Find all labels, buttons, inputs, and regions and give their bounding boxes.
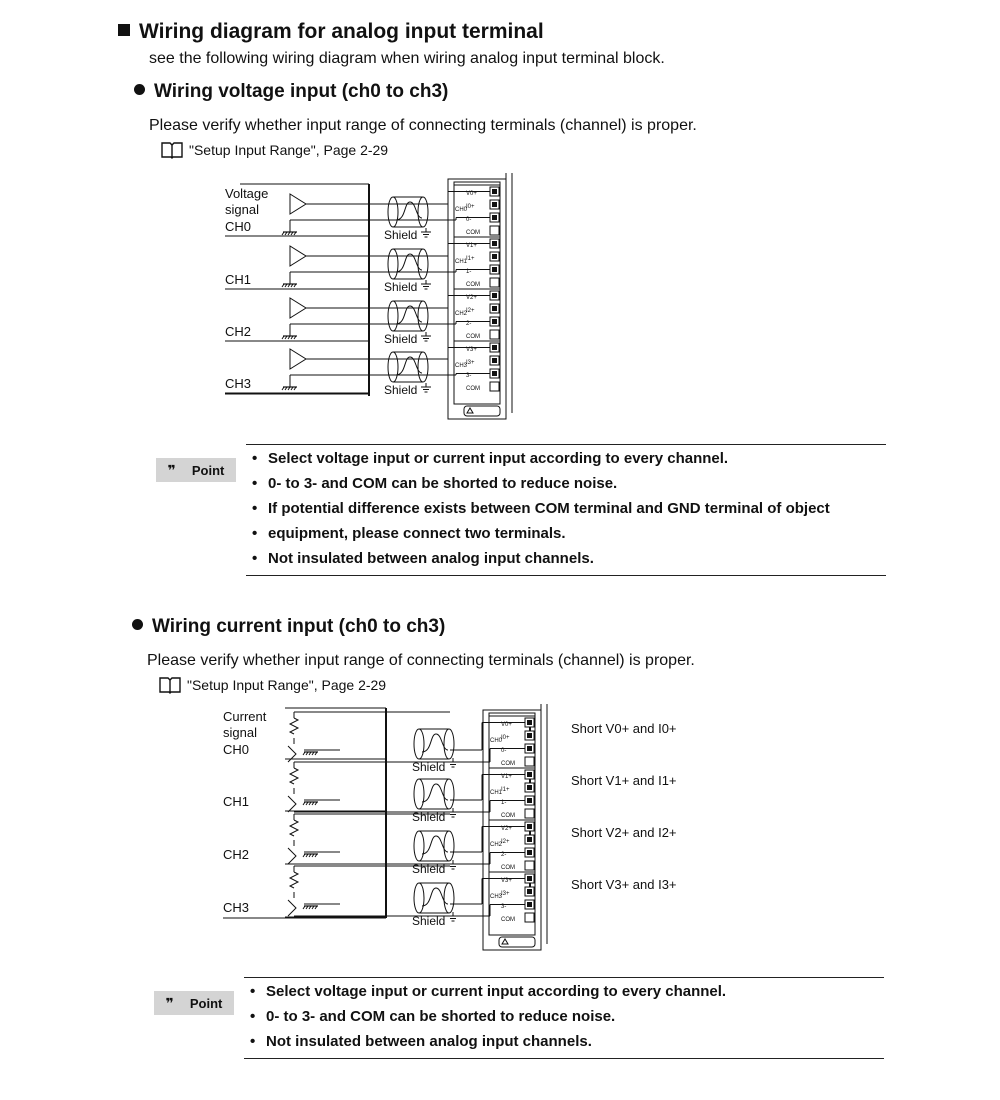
voltage-heading-text: Wiring voltage input (ch0 to ch3) — [154, 81, 449, 102]
bullet-icon — [134, 84, 145, 95]
voltage-note-4: • Not insulated between analog input channels. — [246, 546, 886, 571]
terminal-screw-head — [492, 202, 497, 207]
terminal-screw-head — [492, 189, 497, 194]
pencil-icon: ❞ — [167, 461, 176, 478]
terminal-group-label: CH1 — [455, 259, 468, 265]
terminal-screw — [525, 809, 534, 818]
current-note-1: • Select voltage input or current input according to every channel. — [244, 979, 884, 1004]
cable-shield-left — [414, 883, 424, 913]
voltage-channel-label: CH1 — [225, 272, 252, 287]
terminal-pin-label: V3+ — [466, 346, 477, 353]
cable-shield-right — [418, 301, 428, 331]
terminal-pin-label: V2+ — [466, 294, 477, 301]
current-signal-label — [223, 709, 267, 740]
shielded-cable — [414, 729, 454, 759]
cable-shield-left — [388, 301, 398, 331]
terminal-screw — [490, 330, 499, 339]
terminal-latch — [464, 406, 500, 416]
voltage-source-icon — [290, 246, 306, 266]
warning-icon — [467, 408, 473, 413]
terminal-group-label: CH3 — [490, 894, 503, 900]
terminal-group-label: CH2 — [455, 311, 468, 317]
shield-label: Shield — [412, 810, 446, 824]
shield-label: Shield — [412, 760, 446, 774]
terminal-pin-label: V1+ — [466, 242, 477, 249]
cable-shield-left — [414, 831, 424, 861]
shielded-cable — [414, 779, 454, 809]
voltage-wiring-diagram — [200, 170, 560, 422]
terminal-pin-label: 0- — [501, 747, 507, 754]
frame-ground-symbol — [303, 802, 318, 805]
terminal-screw-head — [527, 876, 532, 881]
terminal-pin-label: COM — [466, 281, 480, 288]
terminal-screw — [490, 382, 499, 391]
ground-symbol — [421, 383, 431, 392]
shielded-cable — [414, 883, 454, 913]
terminal-pin-label: I0+ — [466, 203, 475, 210]
cable-shield-right — [418, 249, 428, 279]
voltage-point-label: Point — [191, 462, 225, 478]
terminal-screw-head — [492, 241, 497, 246]
book-icon — [161, 141, 183, 159]
resistor-icon — [290, 768, 298, 784]
voltage-ref-text: "Setup Input Range", Page 2-29 — [189, 142, 389, 158]
resistor-icon — [290, 718, 298, 734]
terminal-screw-head — [492, 371, 497, 376]
signal-source-box-edge — [385, 708, 387, 918]
terminal-pin-label: 0- — [466, 216, 472, 223]
voltage-channel-label: CH3 — [225, 376, 252, 391]
terminal-group-label: CH2 — [490, 842, 503, 848]
voltage-note-1: • Select voltage input or current input according to every channel. — [246, 446, 886, 471]
current-source-icon — [288, 796, 296, 812]
frame-ground-symbol — [282, 387, 297, 390]
terminal-screw-head — [527, 824, 532, 829]
terminal-pin-label: V2+ — [501, 825, 512, 832]
terminal-group-label: CH0 — [490, 738, 503, 744]
frame-ground-symbol — [303, 752, 318, 755]
terminal-pin-label: COM — [466, 229, 480, 236]
terminal-latch — [499, 937, 535, 947]
current-ref-text: "Setup Input Range", Page 2-29 — [187, 677, 387, 693]
cable-shield-left — [414, 729, 424, 759]
terminal-pin-label: V0+ — [466, 190, 477, 197]
terminal-screw-head — [492, 358, 497, 363]
terminal-pin-label: COM — [466, 385, 480, 392]
cable-shield-right — [418, 197, 428, 227]
shielded-cable — [414, 831, 454, 861]
terminal-group-label: CH0 — [455, 207, 468, 213]
terminal-screw-head — [492, 306, 497, 311]
short-label: Short V3+ and I3+ — [571, 877, 677, 892]
current-note-2: • 0- to 3- and COM can be shorted to reduce noise. — [244, 1004, 884, 1029]
terminal-screw-head — [492, 345, 497, 350]
terminal-screw-head — [492, 267, 497, 272]
cable-shield-left — [388, 249, 398, 279]
shield-label: Shield — [412, 862, 446, 876]
terminal-pin-label: V1+ — [501, 773, 512, 780]
voltage-signal-label-line1: Voltage — [225, 186, 269, 201]
terminal-pin-label: I0+ — [501, 734, 510, 741]
terminal-pin-label: I1+ — [501, 786, 510, 793]
current-ref-link[interactable] — [159, 676, 386, 694]
terminal-screw-head — [492, 319, 497, 324]
terminal-screw-head — [527, 785, 532, 790]
shield-label: Shield — [384, 228, 418, 242]
voltage-heading — [134, 81, 448, 103]
current-heading-text: Wiring current input (ch0 to ch3) — [152, 616, 446, 637]
terminal-screw-head — [492, 215, 497, 220]
cable-shield-left — [414, 779, 424, 809]
terminal-pin-label: I2+ — [501, 838, 510, 845]
current-wiring-diagram — [200, 700, 700, 958]
cable-shield-left — [388, 352, 398, 382]
ground-symbol — [421, 280, 431, 289]
terminal-group-label: CH1 — [490, 790, 503, 796]
pencil-icon: ❞ — [165, 994, 174, 1011]
terminal-screw — [525, 913, 534, 922]
voltage-channel-label: CH2 — [225, 324, 252, 339]
terminal-pin-label: COM — [501, 812, 515, 819]
terminal-pin-label: 3- — [501, 903, 507, 910]
square-bullet-icon — [118, 24, 130, 36]
terminal-pin-label: I3+ — [466, 359, 475, 366]
short-label: Short V0+ and I0+ — [571, 721, 677, 736]
terminal-pin-label: I2+ — [466, 307, 475, 314]
frame-ground-symbol — [282, 284, 297, 287]
book-icon — [159, 676, 181, 694]
terminal-pin-label: 1- — [501, 799, 507, 806]
current-channel-label: CH2 — [223, 847, 250, 862]
terminal-pin-label: COM — [501, 760, 515, 767]
terminal-screw-head — [527, 798, 532, 803]
terminal-pin-label: 2- — [466, 320, 472, 327]
section-title-text: Wiring diagram for analog input terminal — [139, 20, 544, 43]
terminal-screw-head — [527, 772, 532, 777]
current-channel-label: CH0 — [223, 742, 250, 757]
voltage-signal-label — [225, 186, 268, 217]
terminal-screw-head — [527, 837, 532, 842]
short-label: Short V2+ and I2+ — [571, 825, 677, 840]
current-point-label: Point — [189, 995, 223, 1011]
voltage-note-2: • 0- to 3- and COM can be shorted to reduce noise. — [246, 471, 886, 496]
section-title — [118, 20, 544, 44]
voltage-source-icon — [290, 194, 306, 214]
current-source-icon — [288, 746, 296, 762]
current-note-3: • Not insulated between analog input channels. — [244, 1029, 884, 1054]
terminal-screw-head — [492, 254, 497, 259]
current-signal-label-line2: signal — [223, 725, 257, 740]
terminal-group-label: CH3 — [455, 363, 468, 369]
terminal-screw-head — [527, 720, 532, 725]
terminal-pin-label: 2- — [501, 851, 507, 858]
voltage-channel-label: CH0 — [225, 219, 252, 234]
voltage-note-3: • If potential difference exists between COM terminal and GND terminal of object — [246, 496, 886, 521]
bullet-icon — [132, 619, 143, 630]
cable-shield-left — [388, 197, 398, 227]
shield-label: Shield — [384, 383, 418, 397]
terminal-pin-label: I3+ — [501, 890, 510, 897]
cable-shield-right — [444, 831, 454, 861]
shield-label: Shield — [384, 332, 418, 346]
terminal-pin-label: COM — [501, 864, 515, 871]
shielded-cable — [388, 249, 428, 279]
current-channel-label: CH1 — [223, 794, 250, 809]
shielded-cable — [388, 301, 428, 331]
terminal-pin-label: COM — [466, 333, 480, 340]
terminal-pin-label: COM — [501, 916, 515, 923]
resistor-icon — [290, 820, 298, 836]
terminal-screw — [490, 226, 499, 235]
terminal-screw-head — [527, 733, 532, 738]
terminal-pin-label: I1+ — [466, 255, 475, 262]
current-signal-label-line1: Current — [223, 709, 267, 724]
current-source-icon — [288, 900, 296, 916]
terminal-screw — [490, 278, 499, 287]
short-label: Short V1+ and I1+ — [571, 773, 677, 788]
terminal-screw-head — [492, 293, 497, 298]
cable-shield-right — [418, 352, 428, 382]
resistor-icon — [290, 872, 298, 888]
ground-symbol — [421, 228, 431, 237]
warning-icon — [502, 939, 508, 944]
terminal-screw-head — [527, 850, 532, 855]
current-point-badge — [154, 991, 234, 1015]
terminal-screw — [525, 861, 534, 870]
current-verify-text: Please verify whether input range of connecting terminals (channel) is proper. — [147, 652, 695, 669]
voltage-point-badge — [156, 458, 236, 482]
current-heading — [132, 616, 445, 638]
cable-shield-right — [444, 779, 454, 809]
frame-ground-symbol — [282, 232, 297, 235]
terminal-pin-label: V3+ — [501, 877, 512, 884]
terminal-screw-head — [527, 889, 532, 894]
ground-symbol — [421, 332, 431, 341]
voltage-signal-label-line2: signal — [225, 202, 259, 217]
frame-ground-symbol — [282, 336, 297, 339]
terminal-pin-label: V0+ — [501, 721, 512, 728]
voltage-ref-link[interactable] — [161, 141, 388, 159]
terminal-screw-head — [527, 746, 532, 751]
current-source-icon — [288, 848, 296, 864]
shielded-cable — [388, 352, 428, 382]
voltage-source-icon — [290, 298, 306, 318]
voltage-note-3-cont: • equipment, please connect two terminals. — [246, 521, 886, 546]
voltage-notes — [246, 444, 886, 576]
shield-label: Shield — [384, 280, 418, 294]
frame-ground-symbol — [303, 906, 318, 909]
terminal-screw — [525, 757, 534, 766]
current-channel-label: CH3 — [223, 900, 250, 915]
terminal-pin-label: 3- — [466, 372, 472, 379]
terminal-pin-label: 1- — [466, 268, 472, 275]
voltage-verify-text: Please verify whether input range of connecting terminals (channel) is proper. — [149, 117, 697, 134]
shielded-cable — [388, 197, 428, 227]
signal-source-box-edge — [368, 184, 370, 396]
current-notes — [244, 977, 884, 1059]
section-intro: see the following wiring diagram when wiring analog input terminal block. — [149, 50, 665, 67]
cable-shield-right — [444, 883, 454, 913]
frame-ground-symbol — [303, 854, 318, 857]
voltage-source-icon — [290, 349, 306, 369]
terminal-screw-head — [527, 902, 532, 907]
cable-shield-right — [444, 729, 454, 759]
shield-label: Shield — [412, 914, 446, 928]
